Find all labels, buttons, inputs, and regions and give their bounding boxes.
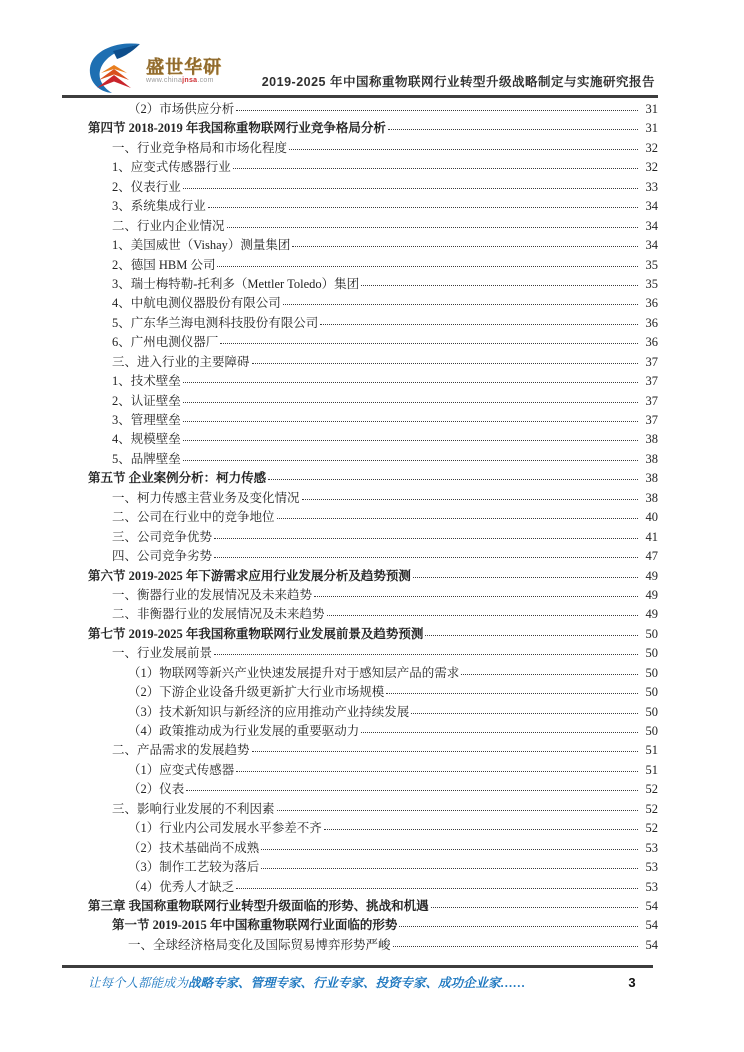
toc-dot-leader [236,888,638,889]
toc-entry[interactable] [60,625,658,644]
toc-entry-page: 34 [645,199,658,214]
toc-entry-page: 37 [645,354,658,369]
toc-entry-page: 31 [645,102,658,116]
toc-entry-label: 第四节 2018-2019 年我国称重物联网行业竞争格局分析 [88,121,386,136]
toc-entry-label: 5、品牌壁垒 [112,451,181,466]
logo-url-prefix: www.china [146,77,183,84]
toc-entry-page: 37 [645,393,658,408]
toc-dot-leader [214,654,638,655]
toc-entry-page: 35 [645,257,658,272]
toc-dot-leader [277,810,638,811]
toc-dot-leader [252,751,638,752]
toc-entry-page: 36 [645,315,658,330]
toc-entry-label: （3）技术新知识与新经济的应用推动产业持续发展 [128,704,410,719]
toc-entry[interactable] [60,800,658,819]
toc-dot-leader [277,518,638,519]
toc-entry-label: 二、产品需求的发展趋势 [112,743,250,758]
toc-entry[interactable] [60,256,658,275]
toc-entry-label: 第五节 企业案例分析：柯力传感 [88,471,267,486]
toc-entry[interactable] [60,100,658,119]
toc-entry-page: 49 [645,607,658,622]
toc-entry-label: （2）技术基础尚不成熟 [128,840,260,855]
toc-entry-page: 50 [645,626,658,641]
toc-entry-label: 3、瑞士梅特勒-托利多（Mettler Toledo）集团 [112,276,360,291]
toc-entry-label: 第七节 2019-2025 年我国称重物联网行业发展前景及趋势预测 [88,626,424,641]
toc-entry-page: 34 [645,218,658,233]
toc-entry-page: 35 [645,276,658,291]
toc-entry-label: （4）政策推动成为行业发展的重要驱动力 [128,724,360,738]
toc-dot-leader [302,499,638,500]
toc-entry-page: 52 [645,801,658,816]
toc-entry[interactable] [60,217,658,236]
logo-url-suffix: .com [197,77,214,84]
toc-entry-label: 二、非衡器行业的发展情况及未来趋势 [112,607,325,622]
toc-entry[interactable] [60,294,658,313]
toc-entry-page: 32 [645,140,658,155]
toc-entry[interactable] [60,430,658,449]
toc-entry-label: （1）物联网等新兴产业快速发展提升对于感知层产品的需求 [128,665,460,680]
toc-dot-leader [292,246,638,247]
logo-company-name: 盛世华研 [146,57,222,77]
toc-entry-page: 53 [645,860,658,875]
toc-entry-page: 40 [645,510,658,525]
toc-entry-page: 34 [645,238,658,253]
toc-entry-label: 一、全球经济格局变化及国际贸易博弈形势严峻 [128,937,391,952]
toc-dot-leader [183,421,638,422]
toc-dot-leader [324,829,638,830]
toc-entry-page: 38 [645,490,658,505]
toc-entry-page: 52 [645,782,658,797]
toc-entry-page: 37 [645,413,658,427]
toc-entry-page: 33 [645,179,658,194]
toc-dot-leader [214,538,638,539]
toc-entry-page: 50 [645,646,658,661]
toc-dot-leader [314,596,638,597]
toc-entry-label: （3）制作工艺较为落后 [128,860,260,875]
toc-dot-leader [214,557,638,558]
toc-dot-leader [252,363,638,364]
logo-website-url [146,76,222,86]
toc-dot-leader [261,868,638,869]
toc-dot-leader [261,849,638,850]
toc-entry-label: 第一节 2019-2015 年中国称重物联网行业面临的形势 [112,918,398,933]
toc-entry[interactable] [60,275,658,294]
page-number: 3 [628,975,636,990]
toc-entry[interactable] [60,741,658,760]
toc-dot-leader [233,168,638,169]
toc-entry-label: 3、系统集成行业 [112,199,206,214]
toc-entry-label: 三、进入行业的主要障碍 [112,354,250,369]
toc-entry-page: 32 [645,160,658,175]
toc-entry-label: 6、广州电测仪器厂 [112,335,219,350]
toc-entry-page: 49 [645,568,658,583]
toc-dot-leader [289,149,638,150]
toc-entry-label: 一、行业竞争格局和市场化程度 [112,140,288,155]
toc-entry[interactable] [60,722,658,741]
toc-dot-leader [361,285,638,286]
toc-entry[interactable] [60,878,658,897]
toc-dot-leader [217,266,638,267]
toc-entry-page: 51 [645,743,658,758]
toc-entry-label: （2）仪表 [128,782,185,797]
toc-dot-leader [388,129,638,130]
logo-text-block [146,58,222,86]
page-header [0,0,744,96]
toc-entry[interactable] [60,936,658,955]
toc-entry[interactable] [60,197,658,216]
toc-entry-page: 36 [645,296,658,311]
toc-entry-label: （1）应变式传感器 [128,762,235,777]
toc-entry-label: 1、技术壁垒 [112,374,181,389]
toc-entry-page: 50 [645,704,658,719]
toc-entry-page: 49 [645,587,658,602]
toc-entry-page: 47 [645,549,658,564]
toc-entry[interactable] [60,897,658,916]
toc-entry[interactable] [60,664,658,683]
toc-entry[interactable] [60,858,658,877]
toc-entry[interactable] [60,567,658,586]
toc-entry-page: 38 [645,432,658,447]
toc-entry[interactable] [60,314,658,333]
toc-entry[interactable] [60,236,658,255]
toc-dot-leader [208,207,638,208]
toc-entry-label: 1、美国威世（Vishay）测量集团 [112,238,291,253]
toc-entry-label: 三、公司竞争优势 [112,529,213,544]
toc-entry-page: 53 [645,840,658,855]
toc-entry-label: 一、柯力传感主营业务及变化情况 [112,490,300,505]
toc-entry-label: 4、中航电测仪器股份有限公司 [112,296,281,311]
footer-slogan-emphasis: 战略专家、管理专家、行业专家、投资专家、成功企业家…… [188,976,526,990]
toc-entry-label: 5、广东华兰海电测科技股份有限公司 [112,315,319,330]
toc-entry[interactable] [60,333,658,352]
toc-entry-page: 38 [645,471,658,486]
toc-entry-label: 三、影响行业发展的不利因素 [112,801,275,816]
footer-slogan [88,974,526,992]
toc-entry-label: 2、仪表行业 [112,179,181,194]
toc-dot-leader [425,635,638,636]
toc-entry-label: 第三章 我国称重物联网行业转型升级面临的形势、挑战和机遇 [88,898,429,913]
toc-entry[interactable] [60,178,658,197]
toc-entry[interactable] [60,605,658,624]
footer-slogan-prefix: 让每个人都能成为 [88,976,189,990]
toc-entry[interactable] [60,819,658,838]
toc-entry[interactable] [60,392,658,411]
toc-dot-leader [183,402,638,403]
toc-entry[interactable] [60,683,658,702]
toc-entry-label: 二、公司在行业中的竞争地位 [112,510,275,525]
toc-entry-page: 37 [645,374,658,389]
toc-entry-label: （2）市场供应分析 [128,102,235,116]
toc-entry-page: 54 [645,898,658,913]
toc-dot-leader [236,110,638,111]
toc-entry[interactable] [60,489,658,508]
toc-entry[interactable] [60,353,658,372]
toc-entry-label: 二、行业内企业情况 [112,218,225,233]
logo-swoosh-book-icon [86,42,142,96]
toc-entry[interactable] [60,780,658,799]
toc-dot-leader [183,188,638,189]
toc-entry-label: 四、公司竞争劣势 [112,549,213,564]
toc-dot-leader [183,460,638,461]
toc-dot-leader [461,674,638,675]
toc-entry-label: 一、衡器行业的发展情况及未来趋势 [112,587,313,602]
toc-entry[interactable] [60,450,658,469]
toc-dot-leader [386,693,638,694]
report-title: 2019-2025 年中国称重物联网行业转型升级战略制定与实施研究报告 [261,75,655,89]
toc-entry-label: 第六节 2019-2025 年下游需求应用行业发展分析及趋势预测 [88,568,411,583]
toc-entry[interactable] [60,158,658,177]
toc-entry-page: 50 [645,724,658,738]
toc-dot-leader [411,713,638,714]
toc-entry-page: 50 [645,665,658,680]
toc-entry-page: 54 [645,937,658,952]
toc-entry[interactable] [60,528,658,547]
toc-entry-page: 51 [645,762,658,777]
toc-dot-leader [393,946,638,947]
toc-entry-label: （2）下游企业设备升级更新扩大行业市场规模 [128,685,385,700]
toc-entry[interactable] [60,703,658,722]
toc-entry[interactable] [60,411,658,430]
toc-entry-page: 53 [645,879,658,894]
toc-dot-leader [227,227,638,228]
toc-entry[interactable] [60,547,658,566]
toc-dot-leader [431,907,638,908]
toc-entry-label: 3、管理壁垒 [112,413,181,427]
toc-entry[interactable] [60,372,658,391]
toc-dot-leader [399,926,638,927]
toc-dot-leader [183,440,638,441]
toc-entry-page: 50 [645,685,658,700]
toc-entry-page: 38 [645,451,658,466]
toc-dot-leader [186,790,638,791]
toc-entry-label: 2、德国 HBM 公司 [112,257,216,272]
toc-entry-label: （4）优秀人才缺乏 [128,879,235,894]
toc-dot-leader [268,479,638,480]
toc-entry[interactable] [60,644,658,663]
toc-entry[interactable] [60,761,658,780]
table-of-contents [60,100,658,955]
toc-entry-page: 54 [645,918,658,933]
toc-entry-label: 1、应变式传感器行业 [112,160,231,175]
toc-entry[interactable] [60,469,658,488]
toc-entry-page: 36 [645,335,658,350]
toc-dot-leader [361,732,638,733]
logo-url-highlight: jnsa [182,77,198,84]
toc-dot-leader [327,615,638,616]
toc-entry[interactable] [60,139,658,158]
toc-entry-label: 一、行业发展前景 [112,646,213,661]
toc-entry-page: 31 [645,121,658,136]
toc-dot-leader [220,343,638,344]
toc-entry[interactable] [60,916,658,935]
toc-entry[interactable] [60,119,658,138]
toc-dot-leader [283,304,638,305]
company-logo [86,42,222,96]
toc-dot-leader [183,382,638,383]
toc-dot-leader [413,577,638,578]
toc-dot-leader [236,771,638,772]
toc-entry-page: 41 [645,529,658,544]
toc-entry-label: 4、规模壁垒 [112,432,181,447]
toc-dot-leader [320,324,638,325]
footer-divider [62,965,653,968]
header-divider [62,95,658,98]
toc-entry-page: 52 [645,821,658,836]
toc-entry[interactable] [60,508,658,527]
toc-entry-label: 2、认证壁垒 [112,393,181,408]
toc-entry[interactable] [60,839,658,858]
toc-entry-label: （1）行业内公司发展水平参差不齐 [128,821,322,836]
toc-entry[interactable] [60,586,658,605]
